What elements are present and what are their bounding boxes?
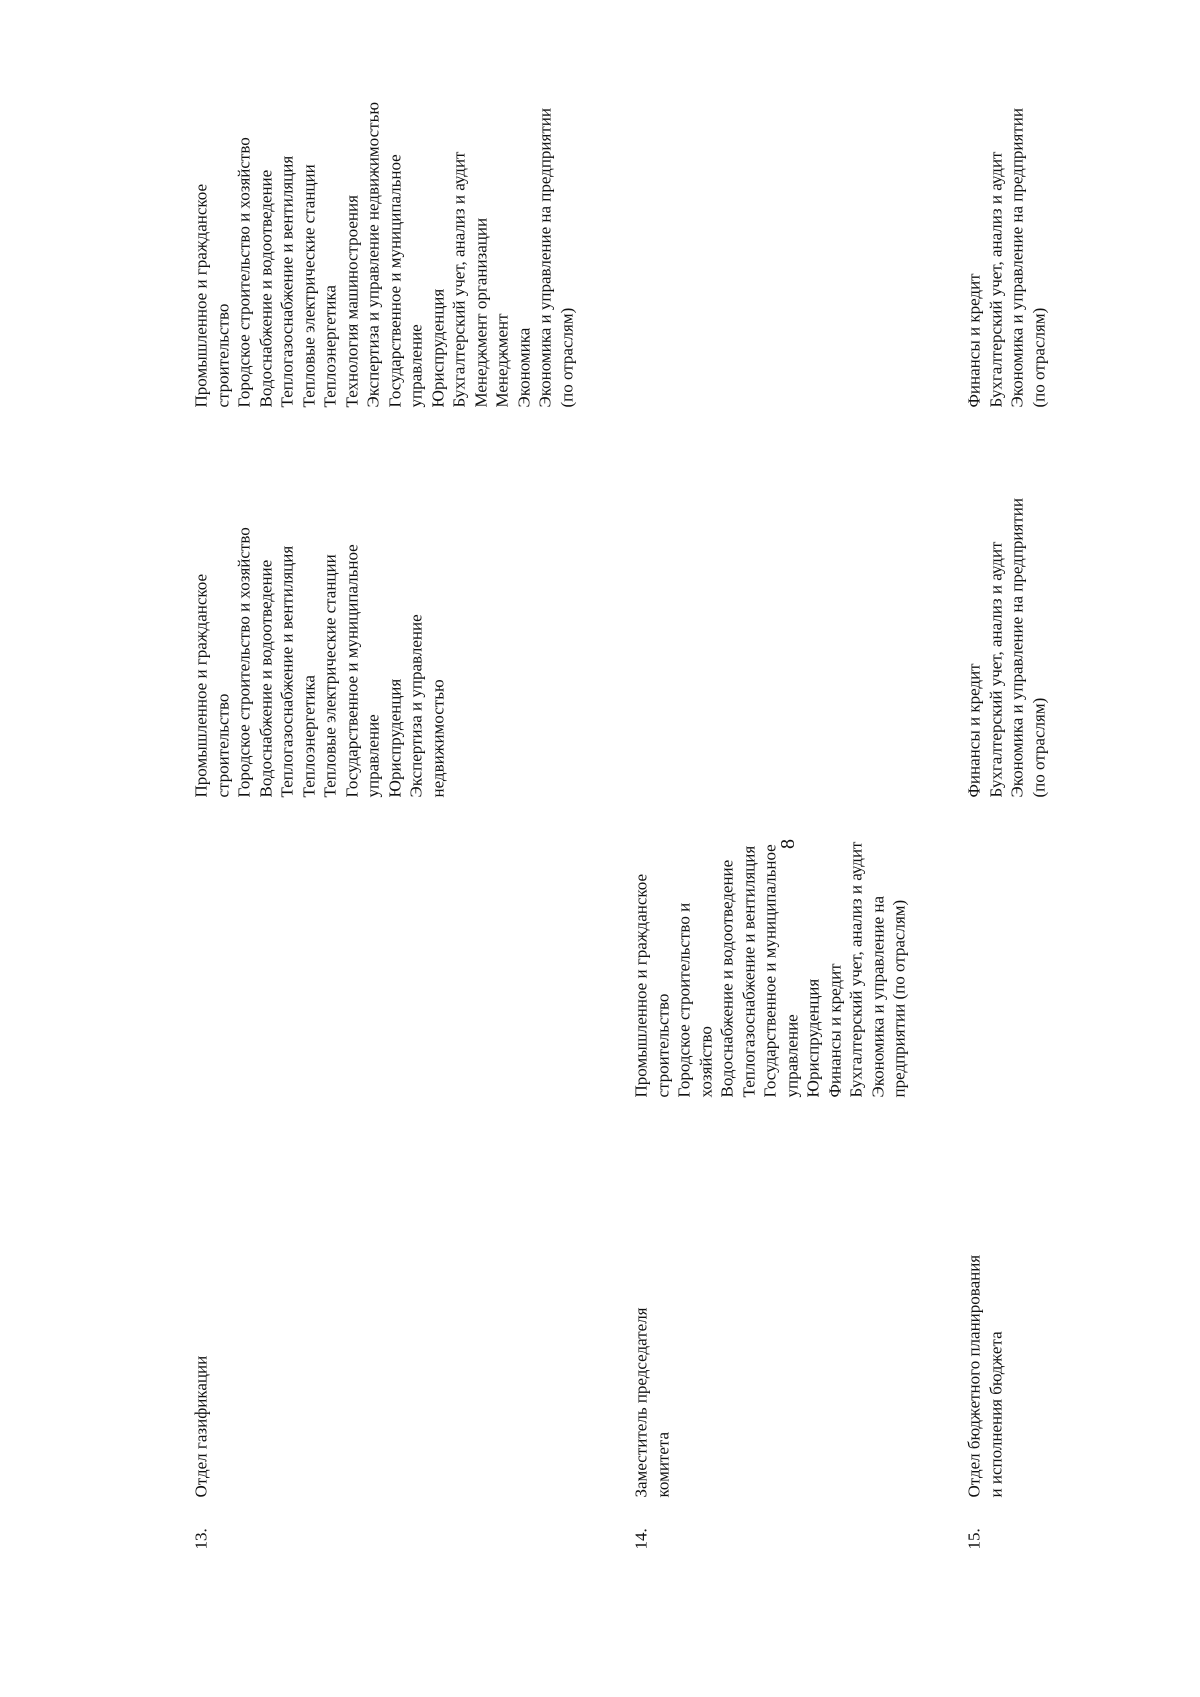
specialist-specialties: Промышленное и гражданское строительство Городское строительство и хозяйство Водоснабжение и водоотведение Теплогазоснабжение и вентиляция Тепловые электрические станции Теплоэнергетика Технология машиностроения Экспертиза и управление недвижимостью Государственное и муниципальное управление Юриспруденция Бухгалтерский учет, анализ и аудит Менеджмент организации Менеджмент Экономика Экономика и управление на предприятии (по отраслям): [191, 101, 576, 407]
unit-name: Отдел бюджетного планирования и исполнения бюджета: [964, 1254, 1005, 1497]
row-number: 14.: [631, 1527, 650, 1549]
unit-name: Заместитель председателя комитета: [631, 1307, 672, 1497]
row-number: 13.: [191, 1527, 210, 1549]
lead-specialties: Финансы и кредит Бухгалтерский учет, анализ и аудит Экономика и управление на предприятии (по отраслям): [964, 497, 1048, 797]
lead-specialties: Промышленное и гражданское строительство Городское строительство и хозяйство Водоснабжение и водоотведение Теплогазоснабжение и вентиляция Теплоэнергетика Тепловые электрические станции Государственное и муниципальное управление Юриспруденция Экспертиза и управление недвижимостью: [191, 526, 447, 797]
unit-name: Отдел газификации: [191, 1355, 210, 1497]
row-number: 15.: [964, 1527, 983, 1549]
specialist-specialties: Финансы и кредит Бухгалтерский учет, анализ и аудит Экономика и управление на предприятии (по отраслям): [964, 107, 1048, 407]
chief-specialties: Промышленное и гражданское строительство Городское строительство и хозяйство Водоснабжение и водоотведение Теплогазоснабжение и вентиляция Государственное и муниципальное управление Юриспруденция Финансы и кредит Бухгалтерский учет, анализ и аудит Экономика и управление на предприятии (по отраслям): [631, 841, 908, 1097]
page-number: 8: [777, 839, 799, 849]
